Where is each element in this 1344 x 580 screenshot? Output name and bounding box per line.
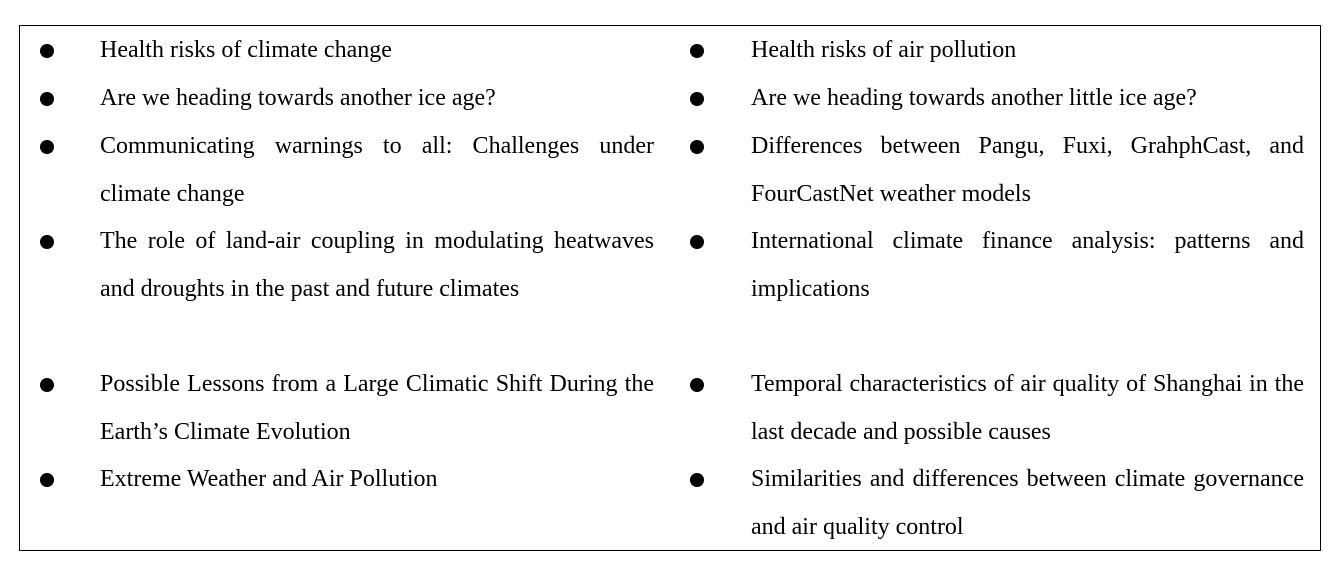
bullet-icon [690, 92, 704, 106]
topic-item: Similarities and differences between climate governance and air quality control [751, 466, 1304, 540]
topic-item: Health risks of climate change [100, 37, 392, 63]
bullet-icon [40, 473, 54, 487]
topic-item: Differences between Pangu, Fuxi, GrahphCast, and FourCastNet weather models [751, 133, 1304, 207]
bullet-icon [690, 235, 704, 249]
bullet-icon [690, 44, 704, 58]
topic-item: Temporal characteristics of air quality of Shanghai in the last decade and possible causes [751, 371, 1304, 445]
bullet-icon [40, 92, 54, 106]
topic-item: The role of land-air coupling in modulating heatwaves and droughts in the past and future climates [100, 228, 654, 302]
bullet-icon [690, 378, 704, 392]
topic-item: Are we heading towards another little ice age? [751, 85, 1197, 111]
bullet-icon [40, 378, 54, 392]
bullet-icon [690, 140, 704, 154]
topic-item: Extreme Weather and Air Pollution [100, 466, 438, 492]
topic-item: Possible Lessons from a Large Climatic Shift During the Earth’s Climate Evolution [100, 371, 654, 445]
bullet-icon [690, 473, 704, 487]
bullet-icon [40, 44, 54, 58]
topic-item: Communicating warnings to all: Challenges under climate change [100, 133, 654, 207]
topic-item: Health risks of air pollution [751, 37, 1017, 63]
bullet-icon [40, 235, 54, 249]
bullet-icon [40, 140, 54, 154]
topic-item: Are we heading towards another ice age? [100, 85, 496, 111]
topic-item: International climate finance analysis: patterns and implications [751, 228, 1304, 302]
